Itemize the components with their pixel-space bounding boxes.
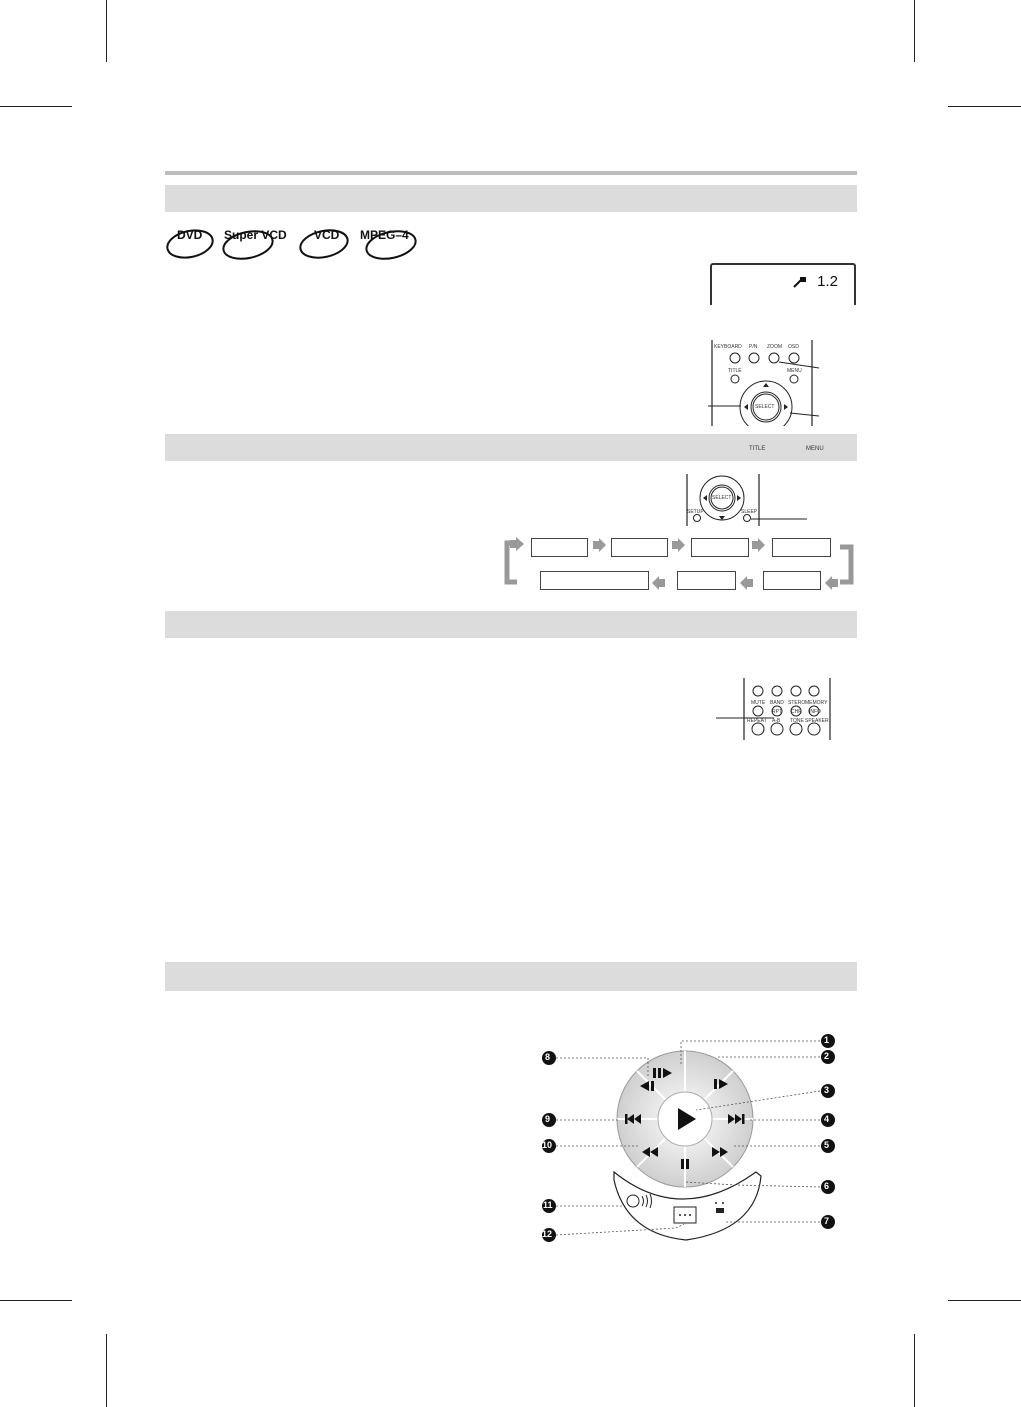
crop-mark — [0, 1300, 72, 1301]
section-header-repeat — [165, 611, 857, 638]
sleep-step-box — [763, 571, 821, 590]
sleep-cycle-diagram — [500, 536, 860, 592]
callout-4-label: 4 — [824, 1114, 830, 1124]
select-key-label: SELECT — [755, 404, 775, 410]
crop-mark — [106, 1334, 107, 1407]
disc-badge-mpeg4: MPEG–4 — [358, 224, 420, 260]
zoom-icon — [792, 275, 808, 289]
sleep-step-box — [677, 571, 736, 590]
header-title-label: TITLE — [749, 446, 766, 452]
rpt-key-label: RPT — [772, 709, 782, 715]
pn-key-label: P/N — [749, 344, 758, 350]
remote-closeup-zoom — [708, 340, 823, 426]
callout-8-label: 8 — [545, 1052, 551, 1062]
title-key-label: TITLE — [728, 368, 742, 374]
remote-closeup-sleep — [683, 474, 809, 526]
info-key-label: INFO — [809, 709, 821, 715]
header-menu-label: MENU — [806, 446, 824, 452]
zoom-key-label: ZOOM — [767, 344, 782, 350]
menu-key-label: MENU — [787, 368, 802, 374]
tone-key-label: TONE — [790, 718, 804, 724]
sleep-key-label: SLEEP — [741, 509, 758, 515]
remote-closeup-repeat — [716, 678, 834, 742]
crop-mark — [948, 1300, 1021, 1301]
chr-key-label: CHR — [791, 709, 802, 715]
crop-mark — [948, 106, 1021, 107]
section-header-zoom — [165, 185, 857, 212]
control-wheel-diagram — [536, 1030, 846, 1245]
setup-key-label: SETUP — [687, 509, 704, 515]
speaker-key-label: SPEAKER — [805, 718, 829, 724]
zoom-screen — [710, 263, 856, 305]
disc-badge-svcd: Super VCD — [212, 224, 284, 260]
osd-key-label: OSD — [788, 344, 799, 350]
callout-7-label: 7 — [824, 1216, 830, 1226]
repeat-key-label: REPEAT — [747, 718, 767, 724]
callout-9-label: 9 — [545, 1114, 551, 1124]
section-header-playback — [165, 962, 857, 991]
stero-key-label: STERO — [788, 700, 806, 706]
section-header-sleep — [165, 434, 857, 461]
callout-2-label: 2 — [824, 1051, 830, 1061]
callout-10-label: 10 — [542, 1140, 553, 1150]
disc-badge-vcd: VCD — [296, 224, 356, 260]
crop-mark — [106, 0, 107, 62]
callout-12-label: 12 — [542, 1229, 553, 1239]
zoom-value: 1.2 — [817, 273, 838, 290]
crop-mark — [0, 106, 72, 107]
sleep-step-box — [691, 538, 749, 557]
sleep-step-box — [531, 538, 588, 557]
crop-mark — [914, 0, 915, 62]
callout-3-label: 3 — [824, 1085, 830, 1095]
memory-key-label: MEMORY — [805, 700, 828, 706]
sleep-step-box — [540, 571, 649, 590]
sleep-step-box — [611, 538, 668, 557]
callout-1-label: 1 — [824, 1035, 830, 1045]
top-rule — [165, 171, 857, 175]
ab-key-label: A-B — [772, 718, 781, 724]
keyboard-key-label: KEYBOARD — [714, 344, 742, 350]
callout-11-label: 11 — [543, 1200, 553, 1210]
crop-mark — [914, 1334, 915, 1407]
disc-badge-dvd: DVD — [165, 224, 217, 260]
select-key-label-2: SELECT — [712, 495, 732, 501]
callout-6-label: 6 — [824, 1181, 830, 1191]
sleep-step-box — [772, 538, 831, 557]
band-key-label: BAND — [770, 700, 784, 706]
mute-key-label: MUTE — [751, 700, 766, 706]
callout-5-label: 5 — [824, 1140, 830, 1150]
